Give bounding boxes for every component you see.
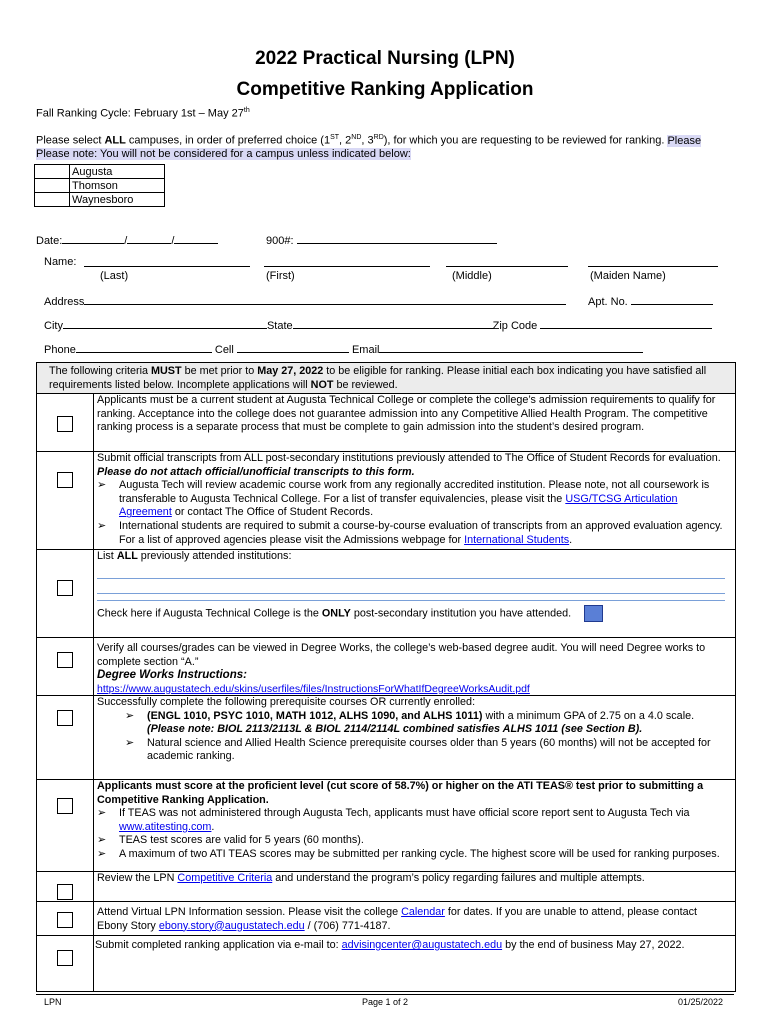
calendar-link[interactable]: Calendar	[401, 906, 445, 918]
address-field[interactable]: Address	[44, 293, 566, 309]
footer-left: LPN	[44, 997, 62, 1007]
ebony-story-email[interactable]: ebony.story@augustatech.edu	[158, 919, 305, 932]
initial-checkbox[interactable]	[57, 710, 73, 726]
last-name-field[interactable]	[84, 266, 250, 267]
competitive-criteria-link[interactable]: Competitive Criteria	[177, 872, 273, 884]
initial-checkbox[interactable]	[57, 950, 73, 966]
only-atc-label: Check here if Augusta Technical College is the ONLY post-secondary institution you have attended.	[97, 605, 729, 622]
institution-line[interactable]	[97, 594, 725, 601]
initial-checkbox[interactable]	[57, 884, 73, 900]
campus-choice-1[interactable]	[35, 165, 70, 179]
date-field[interactable]: Date: / /	[36, 232, 218, 248]
middle-name-field[interactable]	[446, 266, 568, 267]
criteria-row-teas: Applicants must score at the proficient level (cut score of 58.7%) or higher on the ATI TEAS® test prior to submitting a Competitive Ranking Application. ➢ If TEAS was not administered through Augusta Tech, applicants must have official score report sent to Augusta Tech via www.atitesting.com. ➢ TEAS test scores are valid for 5 years (60 months). ➢ A maximum of two ATI TEAS scores may be submitted per ranking cycle. The highest score will be used for ranking purposes.	[37, 779, 735, 872]
criteria-intro: The following criteria MUST be met prior to May 27, 2022 to be eligible for ranking. Please initial each box indicating you have satisfied all requirements listed below. Incomplete applications will NOT be reviewed.	[49, 365, 707, 391]
institution-line[interactable]	[97, 579, 725, 594]
apt-field[interactable]: Apt. No.	[588, 293, 713, 309]
initial-checkbox[interactable]	[57, 912, 73, 928]
phone-cell-email[interactable]: Phone Cell Email	[44, 341, 643, 357]
advising-email[interactable]: advisingcenter@augustatech.edu	[341, 939, 503, 951]
ranking-cycle: Fall Ranking Cycle: February 1st – May 27th	[36, 107, 250, 120]
name-label: Name:	[44, 256, 77, 268]
list-institutions-label: List ALL previously attended institutions:	[97, 550, 292, 562]
criteria-row-admission: Applicants must be a current student at Augusta Technical College or complete the college’s admission requirements to qualify for ranking. Acceptance into the college does not guarantee admission into any Competitive Allied Health Program. The competitive ranking process is a separate process that must be complete to gain admission into the student’s desired program.	[37, 393, 735, 452]
criteria-row-transcripts: Submit official transcripts from ALL post-secondary institutions previously attended to The Office of Student Records for evaluation. Please do not attach official/unofficial transcripts to this form. ➢ Augusta Tech will review academic course work from any regionally accredited institution. Please note, not all coursework is transferable to Augusta Technical College. For a list of transfer equivalencies, please visit the USG/TCSG Articulation Agreement or contact The Office of Student Records. ➢ International students are required to submit a course-by-course evaluation of transcripts from an approved evaluation agency. For a list of approved agencies please visit the Admissions webpage for International Students.	[37, 451, 735, 550]
degreeworks-link[interactable]: https://www.augustatech.edu/skins/userfiles/files/InstructionsForWhatIfDegreeWorksAudit.pdf	[97, 682, 530, 695]
maiden-label: (Maiden Name)	[590, 270, 666, 282]
first-label: (First)	[266, 270, 295, 282]
middle-label: (Middle)	[452, 270, 492, 282]
atitesting-link[interactable]: www.atitesting.com	[119, 820, 212, 833]
institution-line[interactable]	[97, 564, 725, 579]
maiden-name-field[interactable]	[588, 266, 718, 267]
criteria-row-submit: Submit completed ranking application via e-mail to: advisingcenter@augustatech.edu by the end of business May 27, 2022.	[37, 935, 735, 992]
page-title-line1: 2022 Practical Nursing (LPN)	[255, 48, 515, 69]
criteria-row-degreeworks: Verify all courses/grades can be viewed in Degree Works, the college’s web-based degree audit. You will need Degree works to complete section “A.” Degree Works Instructions: https://www.augustatech.edu/skins/userfiles/files/InstructionsForWhatIfDegreeWorksAudit.pdf	[37, 637, 735, 696]
criteria-box	[36, 362, 736, 992]
initial-checkbox[interactable]	[57, 580, 73, 596]
international-students-link[interactable]: International Students	[464, 533, 570, 546]
page-title-line2: Competitive Ranking Application	[236, 79, 534, 100]
campus-waynesboro: Waynesboro	[70, 193, 165, 207]
first-name-field[interactable]	[264, 266, 430, 267]
criteria-row-competitive-criteria: Review the LPN Competitive Criteria and understand the program’s policy regarding failures and multiple attempts.	[37, 871, 735, 902]
campus-choice-2[interactable]	[35, 179, 70, 193]
campus-augusta: Augusta	[70, 165, 165, 179]
city-state-zip[interactable]: City State Zip Code	[44, 317, 712, 333]
initial-checkbox[interactable]	[57, 652, 73, 668]
initial-checkbox[interactable]	[57, 798, 73, 814]
id900-field[interactable]: 900#:	[266, 232, 497, 248]
campus-thomson: Thomson	[70, 179, 165, 193]
initial-checkbox[interactable]	[57, 416, 73, 432]
criteria-row-info-session: Attend Virtual LPN Information session. Please visit the college Calendar for dates. If you are unable to attend, please contact Ebony Story ebony.story@augustatech.edu / (706) 771-4187.	[37, 901, 735, 936]
articulation-link[interactable]: USG/TCSG Articulation Agreement	[119, 492, 678, 519]
only-atc-checkbox[interactable]	[584, 605, 603, 622]
campus-choice-3[interactable]	[35, 193, 70, 207]
last-label: (Last)	[100, 270, 129, 282]
footer-page-number: Page 1 of 2	[361, 997, 409, 1007]
criteria-row-institutions	[37, 549, 735, 638]
initial-checkbox[interactable]	[57, 472, 73, 488]
campus-instructions: Please select ALL campuses, in order of preferred choice (1ST, 2ND, 3RD), for which you are requesting to be reviewed for ranking. Please Please note: You will not be considered for a campus unless indicated below:	[36, 134, 702, 160]
criteria-row-prerequisites: Successfully complete the following prerequisite courses OR currently enrolled: ➢ (ENGL 1010, PSYC 1010, MATH 1012, ALHS 1090, and ALHS 1011) with a minimum GPA of 2.75 on a 4.0 scale. (Please note: BIOL 2113/2113L & BIOL 2114/2114L combined satisfies ALHS 1011 (see Section B). ➢ Natural science and Allied Health Science prerequisite courses older than 5 years (60 months) will not be accepted for academic ranking.	[37, 695, 735, 780]
campus-table	[34, 164, 165, 207]
footer-date: 01/25/2022	[678, 997, 724, 1007]
